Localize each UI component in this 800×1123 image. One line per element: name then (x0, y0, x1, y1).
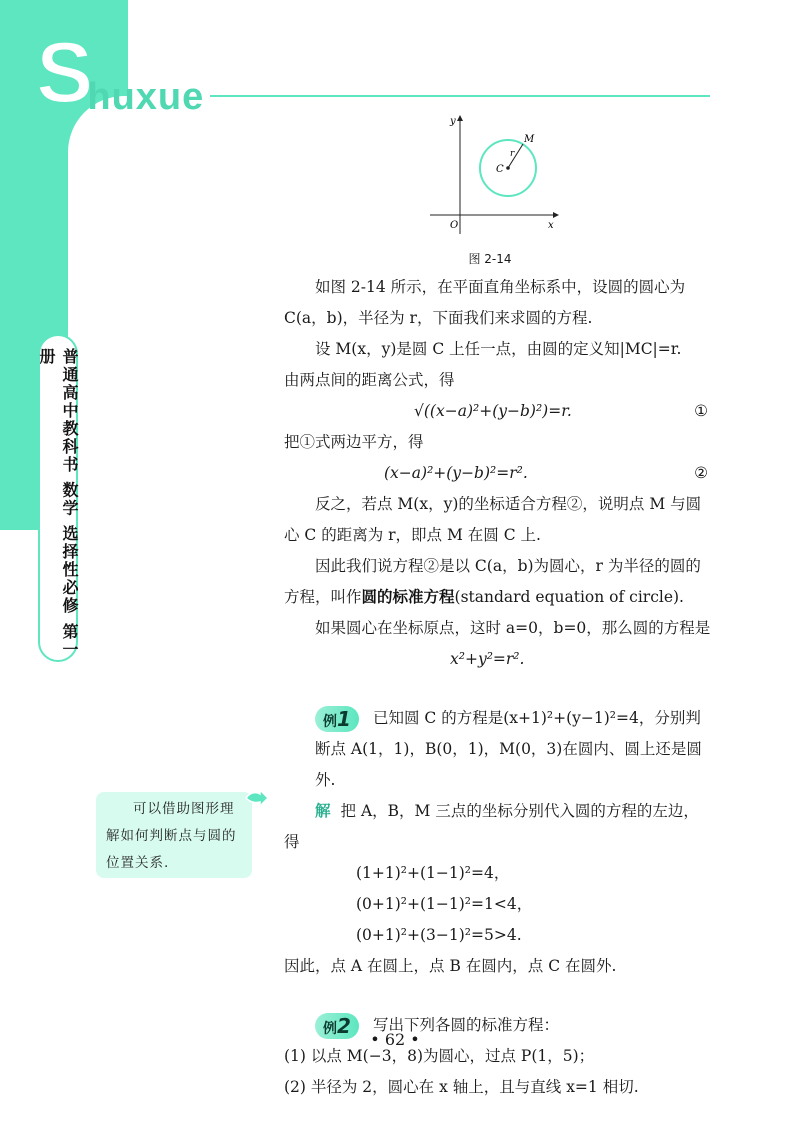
definition-text-a: 因此我们说方程②是以 C(a，b)为圆心，r 为半径的圆的方程，叫作 (284, 557, 701, 606)
label-origin: O (450, 220, 459, 231)
paragraph-definition (284, 551, 714, 613)
equation-1-row (284, 396, 714, 427)
example-1-badge-number: 1 (337, 707, 351, 731)
main-content (284, 272, 714, 1103)
equation-2-row (284, 458, 714, 489)
paragraph-point-def: 设 M(x，y)是圆 C 上任一点，由圆的定义知|MC|=r. (315, 340, 682, 358)
example-1-text: 已知圆 C 的方程是(x+1)²+(y−1)²=4，分别判断点 A(1，1)，B(0，1)，M(0，3)在圆内、圆上还是圆外. (315, 709, 702, 789)
equation-2-number: ② (694, 464, 708, 482)
brand-initial: S (36, 25, 94, 121)
label-radius: r (510, 149, 515, 159)
example-1-badge (315, 706, 359, 732)
paragraph-distance: 由两点间的距离公式，得 (284, 371, 455, 389)
solution-text: 把 A，B，M 三点的坐标分别代入圆的方程的左边，得 (284, 802, 699, 851)
page-number: • 62 • (370, 1030, 420, 1049)
definition-text-b: (standard equation of circle). (454, 588, 684, 606)
example-2-item-1: (1) 以点 M(−3，8)为圆心，过点 P(1，5)； (284, 1047, 595, 1065)
example-1 (284, 703, 714, 796)
label-point: M (524, 134, 535, 145)
paragraph-converse: 反之，若点 M(x，y)的坐标适合方程②，说明点 M 与圆心 C 的距离为 r，即点 M 在圆 C 上. (284, 495, 702, 544)
equation-1-number: ① (694, 402, 708, 420)
solution-eq-3-row (284, 920, 714, 951)
label-y: y (450, 116, 456, 127)
equation-3-row (284, 644, 714, 675)
example-1-badge-prefix: 例 (323, 714, 338, 730)
page-corner (68, 96, 208, 596)
paragraph-intro: 如图 2-14 所示，在平面直角坐标系中，设圆的圆心为 C(a，b)，半径为 r，下面我们来求圆的方程. (284, 278, 686, 327)
example-2 (284, 1010, 714, 1041)
side-note: 可以借助图形理解如何判断点与圆的位置关系. (96, 792, 252, 878)
definition-term: 圆的标准方程 (361, 588, 455, 606)
equation-1: √((x−a)²+(y−b)²)=r. (414, 402, 572, 420)
example-2-text: 写出下列各圆的标准方程： (373, 1016, 560, 1034)
note-arrow-icon (244, 788, 270, 808)
solution-eq-2: (0+1)²+(1−1)²=1<4， (356, 895, 533, 913)
spine-text: 普通高中教科书 数学 选择性必修 第一册 (37, 348, 79, 659)
header-rule (210, 95, 710, 97)
equation-3: x²+y²=r². (450, 650, 525, 668)
brand-rest: huxue (87, 76, 205, 118)
example-2-badge-number: 2 (337, 1014, 351, 1038)
solution-eq-3: (0+1)²+(3−1)²=5>4. (356, 926, 522, 944)
label-center: C (496, 164, 504, 175)
example-2-badge-prefix: 例 (323, 1021, 338, 1037)
paragraph-square: 把①式两边平方，得 (284, 433, 424, 451)
circle-figure (420, 110, 570, 240)
center-point (506, 166, 510, 170)
solution-eq-2-row (284, 889, 714, 920)
solution-conclusion: 因此，点 A 在圆上，点 B 在圆内，点 C 在圆外. (284, 957, 617, 975)
equation-2: (x−a)²+(y−b)²=r². (384, 464, 528, 482)
paragraph-origin-case: 如果圆心在坐标原点，这时 a=0，b=0，那么圆的方程是 (315, 619, 711, 637)
solution-1 (284, 796, 714, 858)
figure-caption: 图 2-14 (468, 252, 512, 266)
solution-eq-1-row (284, 858, 714, 889)
solution-label: 解 (315, 802, 331, 820)
example-2-item-2: (2) 半径为 2，圆心在 x 轴上，且与直线 x=1 相切. (284, 1078, 639, 1096)
label-x: x (548, 220, 554, 231)
example-2-badge (315, 1013, 359, 1039)
solution-eq-1: (1+1)²+(1−1)²=4， (356, 864, 510, 882)
spine-label (38, 334, 78, 662)
brand-logo (36, 25, 205, 121)
